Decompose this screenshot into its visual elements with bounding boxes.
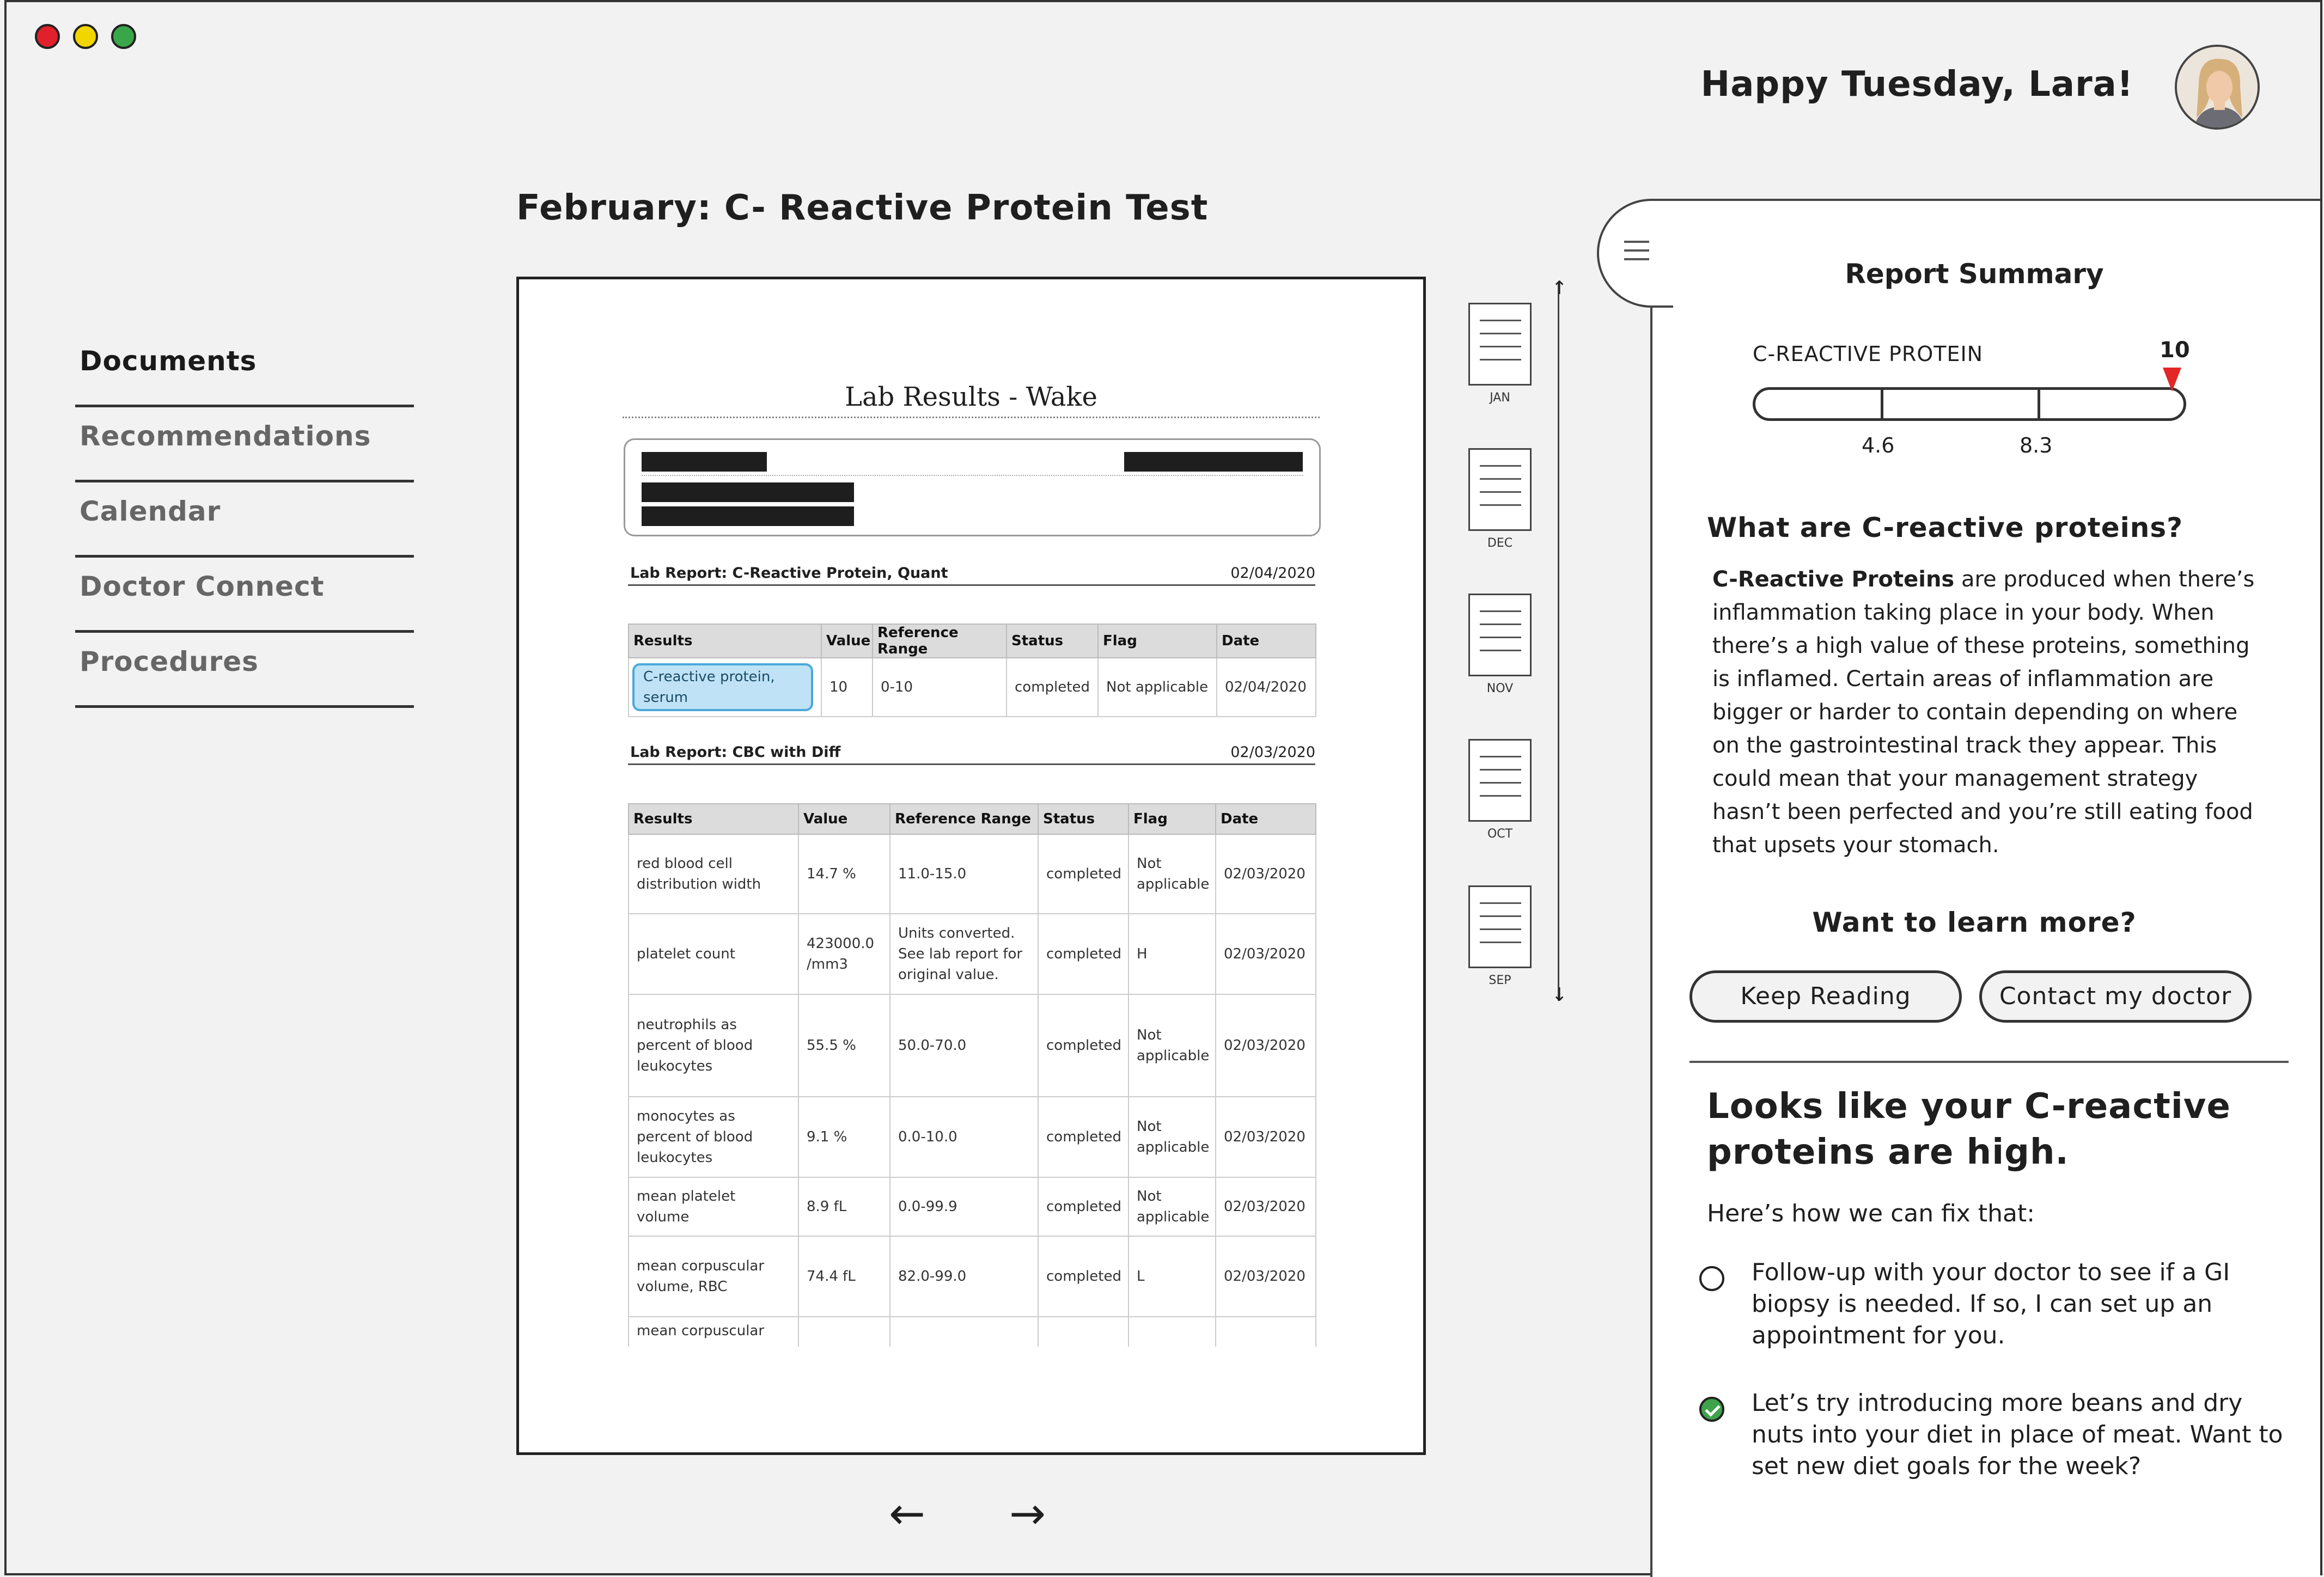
report-date: 02/04/2020 bbox=[1230, 565, 1315, 582]
redacted-details bbox=[642, 506, 854, 526]
table-cell: 14.7 % bbox=[798, 834, 890, 914]
table-cell: 02/03/2020 bbox=[1216, 1097, 1316, 1177]
sidebar-item-procedures[interactable]: Procedures bbox=[75, 633, 414, 708]
column-header: Reference Range bbox=[890, 804, 1038, 834]
column-header: Date bbox=[1217, 624, 1316, 658]
month-label: SEP bbox=[1489, 974, 1511, 987]
table-row bbox=[629, 834, 1316, 914]
threshold-label-high: 8.3 bbox=[2020, 433, 2053, 457]
table-cell: H bbox=[1129, 914, 1216, 994]
threshold-tick-high bbox=[2038, 389, 2040, 420]
document-thumbnail-icon bbox=[1468, 885, 1532, 968]
patient-info-box bbox=[624, 438, 1321, 536]
table-cell: Not applicable bbox=[1129, 994, 1216, 1097]
column-header: Value bbox=[821, 624, 873, 658]
month-thumb-sep[interactable] bbox=[1468, 885, 1532, 987]
column-header: Date bbox=[1216, 804, 1316, 834]
document-title: February: C- Reactive Protein Test bbox=[516, 188, 1209, 228]
month-label: DEC bbox=[1487, 536, 1513, 550]
month-thumb-dec[interactable] bbox=[1468, 448, 1532, 550]
greeting: Happy Tuesday, Lara! bbox=[1700, 64, 2133, 105]
table-cell: 9.1 % bbox=[798, 1097, 890, 1177]
table-cell: completed bbox=[1007, 658, 1098, 717]
column-header: Results bbox=[629, 624, 821, 658]
table-row bbox=[629, 658, 1316, 717]
table-cell: 423000.0 /mm3 bbox=[798, 914, 890, 994]
document-thumbnail-icon bbox=[1468, 303, 1532, 386]
month-thumb-nov[interactable] bbox=[1468, 594, 1532, 695]
column-header: Reference Range bbox=[873, 624, 1007, 658]
table-cell: monocytes as percent of blood leukocytes bbox=[629, 1097, 798, 1177]
table-cell: 0.0-10.0 bbox=[890, 1097, 1038, 1177]
month-label: OCT bbox=[1487, 827, 1513, 841]
month-thumb-oct[interactable] bbox=[1468, 739, 1532, 841]
learn-more-heading: Want to learn more? bbox=[1812, 907, 2137, 938]
column-header: Results bbox=[629, 804, 798, 834]
lab-title: Lab Results - Wake bbox=[845, 382, 1097, 412]
table-cell: 02/03/2020 bbox=[1216, 914, 1316, 994]
explanation-body: are produced when there’s inflammation taking place in your body. When there’s a high value of these proteins, something is inflamed. Certain areas of inflammation are bigger or harder to contain depending on where on the gastrointestinal track they appear. This could mean that your management strategy hasn’t been perfected and you’re still eating food that upsets your stomach. bbox=[1712, 567, 2255, 858]
sidebar-item-recommendations[interactable]: Recommendations bbox=[75, 407, 414, 482]
table-cell: 11.0-15.0 bbox=[890, 834, 1038, 914]
minimize-window-button[interactable] bbox=[73, 24, 98, 49]
table-cell: neutrophils as percent of blood leukocytes bbox=[629, 994, 798, 1097]
maximize-window-button[interactable] bbox=[111, 24, 136, 49]
previous-page-button[interactable]: ← bbox=[889, 1488, 926, 1539]
table-cell: completed bbox=[1038, 994, 1129, 1097]
crp-results-table bbox=[628, 624, 1316, 717]
table-cell: mean corpuscular bbox=[629, 1317, 798, 1349]
range-gauge bbox=[1753, 387, 2186, 421]
table-cell: mean corpuscular volume, RBC bbox=[629, 1236, 798, 1317]
explanation-text bbox=[1712, 563, 2257, 862]
recommendation-heading: Looks like your C-reactive proteins are high. bbox=[1707, 1086, 2231, 1172]
table-header-row bbox=[629, 804, 1316, 834]
table-cell: completed bbox=[1038, 914, 1129, 994]
recommendation-intro: Here’s how we can fix that: bbox=[1707, 1200, 2035, 1227]
task-text-2: Let’s try introducing more beans and dry nuts into your diet in place of meat. Want to set new diet goals for the week? bbox=[1752, 1389, 2283, 1480]
redacted-name bbox=[642, 452, 767, 472]
scroll-down-arrow-icon[interactable]: ↓ bbox=[1552, 984, 1567, 1006]
info-divider bbox=[642, 475, 1303, 476]
table-cell: L bbox=[1129, 1236, 1216, 1317]
panel-seam bbox=[1650, 201, 1676, 305]
document-thumbnail-icon bbox=[1468, 448, 1532, 531]
hamburger-menu-icon[interactable] bbox=[1624, 241, 1649, 267]
close-window-button[interactable] bbox=[35, 24, 60, 49]
table-row bbox=[629, 994, 1316, 1097]
table-cell bbox=[890, 1317, 1038, 1349]
document-viewer[interactable] bbox=[516, 277, 1426, 1455]
table-row bbox=[629, 1097, 1316, 1177]
table-row bbox=[629, 1236, 1316, 1317]
table-cell: 82.0-99.0 bbox=[890, 1236, 1038, 1317]
sidebar-item-doctor-connect[interactable]: Doctor Connect bbox=[75, 558, 414, 633]
sidebar-item-documents[interactable]: Documents bbox=[75, 332, 414, 407]
metric-value: 10 bbox=[2160, 338, 2190, 363]
task-text-1: Follow-up with your doctor to see if a GI biopsy is needed. If so, I can set up an appointment for you. bbox=[1752, 1258, 2230, 1349]
table-row bbox=[629, 914, 1316, 994]
cbc-results-table bbox=[628, 803, 1316, 1350]
table-cell: 50.0-70.0 bbox=[890, 994, 1038, 1097]
table-cell: 10 bbox=[821, 658, 873, 717]
title-underline bbox=[623, 417, 1320, 418]
table-header-row bbox=[629, 624, 1316, 658]
redacted-address bbox=[642, 482, 854, 502]
table-cell: platelet count bbox=[629, 914, 798, 994]
table-cell: 55.5 % bbox=[798, 994, 890, 1097]
table-cell: red blood cell distribution width bbox=[629, 834, 798, 914]
table-cell: Not applicable bbox=[1098, 658, 1217, 717]
task-checkbox-2[interactable] bbox=[1699, 1397, 1724, 1422]
section-divider bbox=[1689, 1061, 2289, 1063]
value-marker-icon bbox=[2163, 368, 2181, 392]
table-row bbox=[629, 1177, 1316, 1236]
sidebar-item-calendar[interactable]: Calendar bbox=[75, 482, 414, 558]
panel-top-border bbox=[1650, 199, 2320, 201]
table-cell bbox=[1216, 1317, 1316, 1349]
table-cell: 0.0-99.9 bbox=[890, 1177, 1038, 1236]
redacted-id bbox=[1124, 452, 1303, 472]
avatar[interactable] bbox=[2175, 45, 2260, 130]
table-row bbox=[629, 1317, 1316, 1349]
report-name: Lab Report: CBC with Diff bbox=[630, 744, 841, 761]
table-cell: 74.4 fL bbox=[798, 1236, 890, 1317]
table-cell: 02/03/2020 bbox=[1216, 1236, 1316, 1317]
question-heading: What are C-reactive proteins? bbox=[1707, 512, 2183, 543]
sidebar-nav bbox=[75, 332, 414, 708]
scroll-up-arrow-icon[interactable]: ↑ bbox=[1552, 277, 1567, 299]
month-label: NOV bbox=[1486, 682, 1514, 695]
table-cell bbox=[798, 1317, 890, 1349]
metric-label: C-REACTIVE PROTEIN bbox=[1753, 342, 1984, 366]
contact-doctor-button[interactable]: Contact my doctor bbox=[1979, 970, 2252, 1023]
timeline-scroll-track[interactable] bbox=[1558, 282, 1559, 1001]
table-cell: completed bbox=[1038, 1236, 1129, 1317]
report-summary-title: Report Summary bbox=[1845, 258, 2104, 290]
table-cell: completed bbox=[1038, 834, 1129, 914]
table-cell: Units converted. See lab report for original value. bbox=[890, 914, 1038, 994]
table-cell: 02/04/2020 bbox=[1217, 658, 1316, 717]
explanation-term: C-Reactive Proteins bbox=[1712, 567, 1955, 592]
table-cell: Not applicable bbox=[1129, 834, 1216, 914]
document-thumbnail-icon bbox=[1468, 739, 1532, 822]
table-cell bbox=[1038, 1317, 1129, 1349]
report-name: Lab Report: C-Reactive Protein, Quant bbox=[630, 565, 948, 582]
report-date: 02/03/2020 bbox=[1230, 744, 1315, 761]
report-header-crp bbox=[628, 565, 1315, 586]
table-cell: completed bbox=[1038, 1097, 1129, 1177]
column-header: Flag bbox=[1129, 804, 1216, 834]
keep-reading-button[interactable]: Keep Reading bbox=[1689, 970, 1962, 1023]
report-header-cbc bbox=[628, 744, 1315, 765]
month-thumb-jan[interactable] bbox=[1468, 303, 1532, 405]
column-header: Flag bbox=[1098, 624, 1217, 658]
next-page-button[interactable]: → bbox=[1009, 1488, 1046, 1539]
page-fade bbox=[519, 1347, 1423, 1455]
column-header: Status bbox=[1007, 624, 1098, 658]
table-cell bbox=[629, 658, 821, 717]
table-cell bbox=[1129, 1317, 1216, 1349]
column-header: Value bbox=[798, 804, 890, 834]
highlighted-result[interactable]: C-reactive protein, serum bbox=[632, 663, 813, 711]
table-cell: Not applicable bbox=[1129, 1097, 1216, 1177]
document-thumbnail-icon bbox=[1468, 594, 1532, 676]
table-cell: 0-10 bbox=[873, 658, 1007, 717]
table-cell: 02/03/2020 bbox=[1216, 1177, 1316, 1236]
table-cell: 02/03/2020 bbox=[1216, 834, 1316, 914]
table-cell: mean platelet volume bbox=[629, 1177, 798, 1236]
month-label: JAN bbox=[1490, 391, 1510, 405]
task-checkbox-1[interactable] bbox=[1699, 1266, 1724, 1291]
table-cell: Not applicable bbox=[1129, 1177, 1216, 1236]
table-cell: 02/03/2020 bbox=[1216, 994, 1316, 1097]
column-header: Status bbox=[1038, 804, 1129, 834]
threshold-tick-low bbox=[1881, 389, 1883, 420]
table-cell: 8.9 fL bbox=[798, 1177, 890, 1236]
table-cell: completed bbox=[1038, 1177, 1129, 1236]
threshold-label-low: 4.6 bbox=[1862, 433, 1895, 457]
